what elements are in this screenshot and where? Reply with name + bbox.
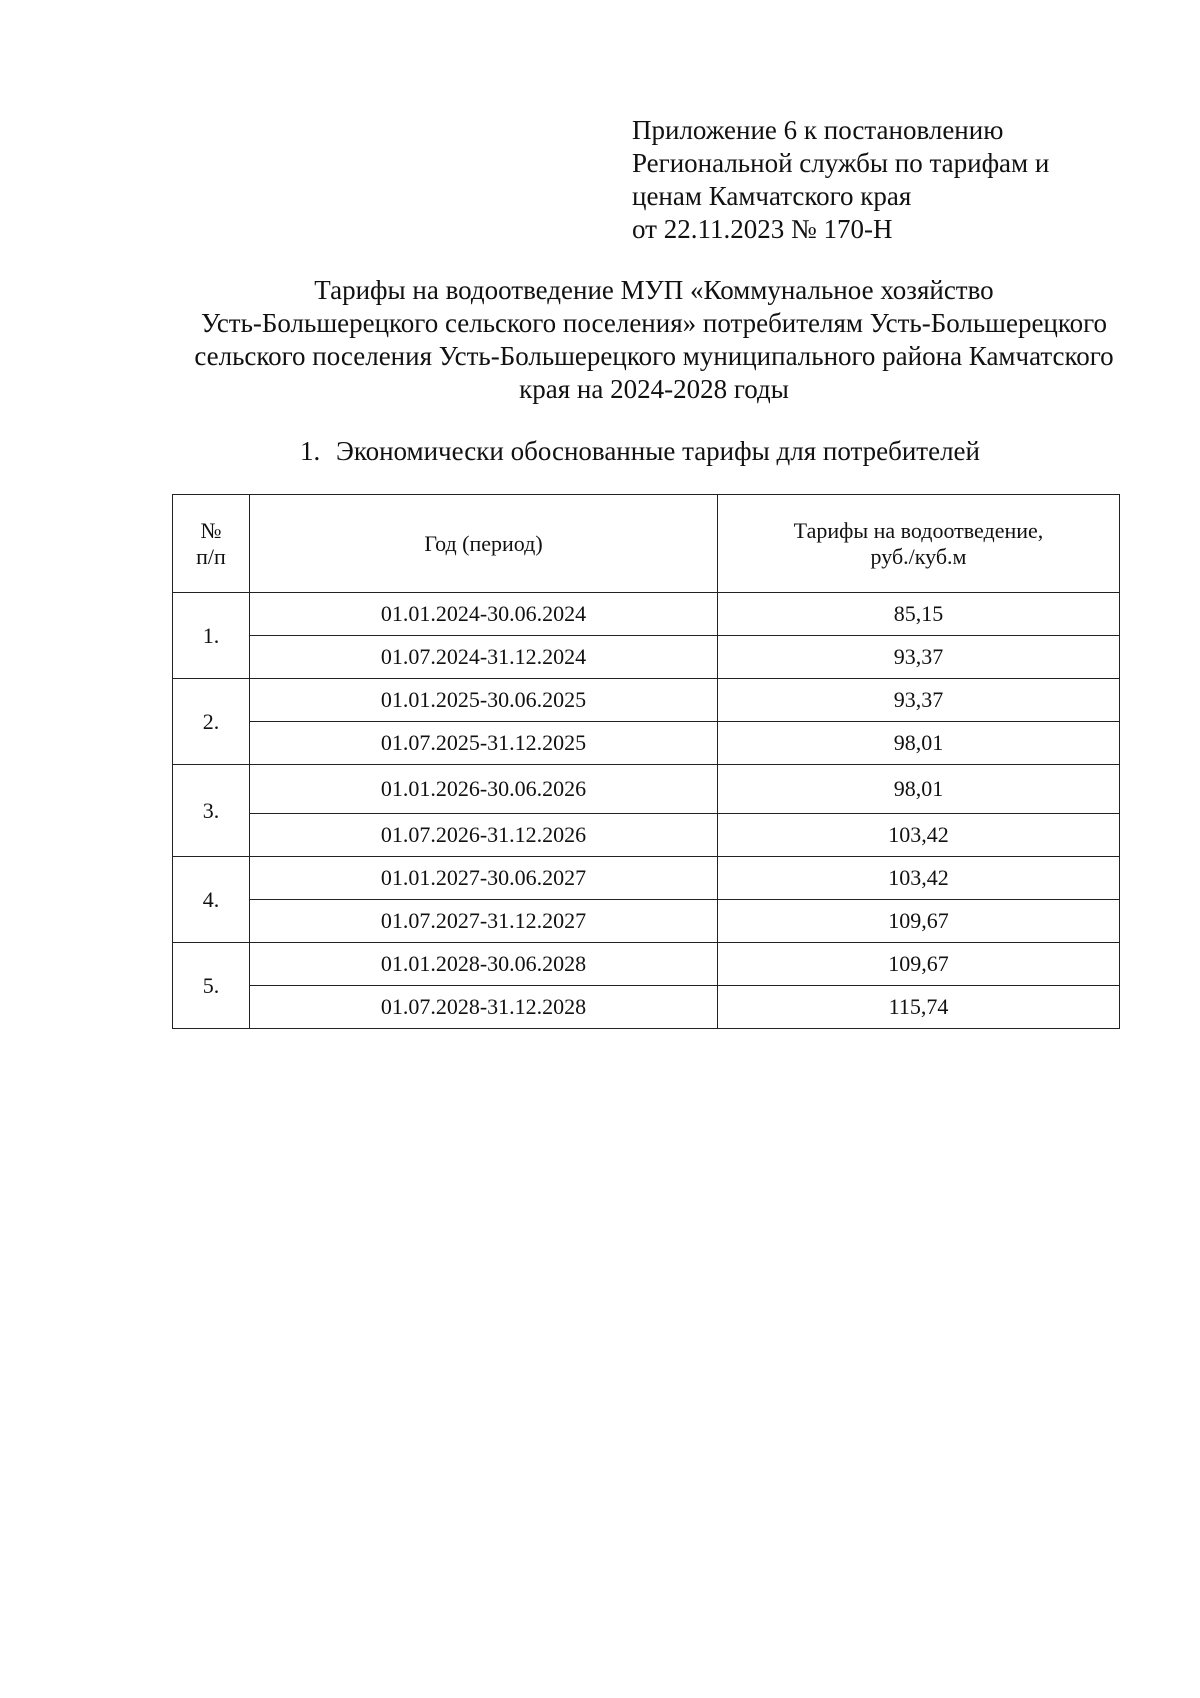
period-cell: 01.07.2028-31.12.2028 <box>250 986 718 1029</box>
attachment-line: от 22.11.2023 № 170-Н <box>632 214 893 244</box>
title-line: сельского поселения Усть-Большерецкого муниципального района Камчатского <box>194 341 1114 371</box>
period-cell: 01.01.2025-30.06.2025 <box>250 679 718 722</box>
title-line: Усть-Большерецкого сельского поселения» потребителям Усть-Большерецкого <box>200 308 1108 338</box>
attachment-line: Региональной службы по тарифам и <box>632 148 1050 178</box>
tariff-cell: 98,01 <box>718 765 1120 814</box>
table-row <box>173 900 1120 943</box>
row-number: 1. <box>173 593 250 679</box>
tariff-cell: 115,74 <box>718 986 1120 1029</box>
period-cell: 01.07.2027-31.12.2027 <box>250 900 718 943</box>
table-row <box>173 943 1120 986</box>
header-tariff-line1: Тарифы на водоотведение, <box>793 517 1044 543</box>
table-row <box>173 814 1120 857</box>
row-number: 3. <box>173 765 250 857</box>
period-cell: 01.01.2027-30.06.2027 <box>250 857 718 900</box>
tariff-cell: 98,01 <box>718 722 1120 765</box>
attachment-line: ценам Камчатского края <box>632 181 912 211</box>
tariff-cell: 93,37 <box>718 679 1120 722</box>
header-number-line2: п/п <box>196 543 226 569</box>
period-cell: 01.01.2024-30.06.2024 <box>250 593 718 636</box>
period-cell: 01.01.2028-30.06.2028 <box>250 943 718 986</box>
table-row <box>173 857 1120 900</box>
period-cell: 01.07.2024-31.12.2024 <box>250 636 718 679</box>
section-text: Экономически обоснованные тарифы для потребителей <box>336 436 980 466</box>
row-number: 4. <box>173 857 250 943</box>
tariff-cell: 109,67 <box>718 900 1120 943</box>
tariff-cell: 103,42 <box>718 857 1120 900</box>
table-row <box>173 722 1120 765</box>
tariff-cell: 93,37 <box>718 636 1120 679</box>
table-row <box>173 986 1120 1029</box>
document-title <box>160 274 1148 406</box>
title-line: края на 2024-2028 годы <box>519 374 789 404</box>
table-row <box>173 679 1120 722</box>
row-number: 5. <box>173 943 250 1029</box>
attachment-line: Приложение 6 к постановлению <box>632 115 1004 145</box>
header-number <box>173 495 250 593</box>
section-heading <box>300 435 980 468</box>
header-number-line1: № <box>200 517 222 543</box>
tariff-cell: 109,67 <box>718 943 1120 986</box>
section-number: 1. <box>300 436 321 466</box>
attachment-block <box>632 114 1049 246</box>
tariff-cell: 103,42 <box>718 814 1120 857</box>
tariffs-table <box>172 494 1120 1029</box>
table-row <box>173 593 1120 636</box>
period-cell: 01.01.2026-30.06.2026 <box>250 765 718 814</box>
table-header-row <box>173 495 1120 593</box>
table-row <box>173 636 1120 679</box>
header-period: Год (период) <box>250 495 718 593</box>
header-tariff <box>718 495 1120 593</box>
row-number: 2. <box>173 679 250 765</box>
title-line: Тарифы на водоотведение МУП «Коммунальное хозяйство <box>314 275 994 305</box>
header-tariff-line2: руб./куб.м <box>870 543 967 569</box>
period-cell: 01.07.2025-31.12.2025 <box>250 722 718 765</box>
period-cell: 01.07.2026-31.12.2026 <box>250 814 718 857</box>
tariff-cell: 85,15 <box>718 593 1120 636</box>
table-row <box>173 765 1120 814</box>
